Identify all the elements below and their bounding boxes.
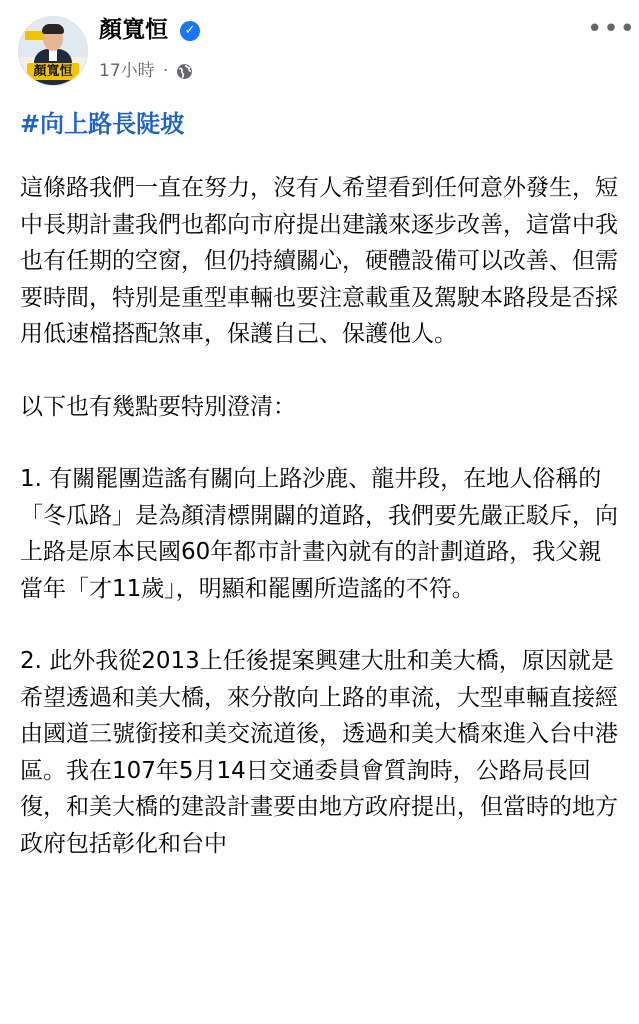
post-paragraph: 1. 有關罷團造謠有關向上路沙鹿、龍井段，在地人俗稱的「冬瓜路」是為顏清標開闢的道路，我們要先嚴正駁斥，向上路是原本民國60年都市計畫內就有的計劃道路，我父親當年「才11歲」，明顯和罷團所造謠的不符。 — [20, 466, 618, 602]
post-header — [0, 0, 639, 100]
hashtag-link[interactable]: #向上路長陡坡 — [20, 110, 185, 138]
verified-badge-icon: ✓ — [180, 21, 200, 41]
post-timestamp[interactable]: 17小時 — [99, 61, 155, 81]
post-paragraph: 2. 此外我從2013上任後提案興建大肚和美大橋，原因就是希望透過和美大橋，來分散向上路的車流，大型車輛直接經由國道三號銜接和美交流道後，透過和美大橋來進入台中港區。我在107年5月14日交通委員會質詢時，公路局長回復，和美大橋的建設計畫要由地方政府提出，但當時的地方政府包括彰化和台中 — [20, 648, 618, 857]
more-options-icon[interactable]: ••• — [587, 14, 637, 44]
avatar-name-tag: 顏寬恒 — [27, 63, 79, 80]
post-body — [20, 106, 620, 898]
post-paragraph: 這條路我們一直在努力，沒有人希望看到任何意外發生，短中長期計畫我們也都向市府提出建議來逐步改善，這當中我也有任期的空窗，但仍持續關心，硬體設備可以改善、但需要時間，特別是重型車輛也要注意載重及駕駛本路段是否採用低速檔搭配煞車，保護自己、保護他人。 — [20, 175, 618, 347]
meta-separator: · — [163, 61, 169, 81]
author-name[interactable]: 顏寬恒 — [99, 17, 168, 43]
post-paragraph: 以下也有幾點要特別澄清： — [20, 393, 296, 420]
avatar-hair — [42, 24, 64, 34]
avatar[interactable] — [18, 16, 88, 86]
globe-icon — [176, 63, 193, 80]
